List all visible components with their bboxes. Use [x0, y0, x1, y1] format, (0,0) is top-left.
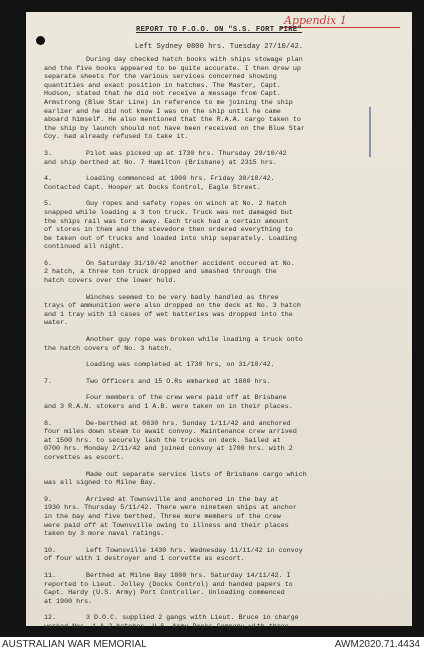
text-line	[44, 184, 400, 193]
paragraph-number: 7.	[44, 377, 53, 386]
paragraph	[44, 614, 400, 631]
text-line	[44, 614, 400, 623]
footer-accession-number: AWM2020.71.4434	[334, 639, 420, 650]
paragraph-gap	[44, 539, 400, 547]
paragraph	[44, 175, 400, 192]
paragraph	[44, 56, 400, 142]
line-text: Left Townsville 1430 hrs. Wednesday 11/11/42 in convoy	[86, 546, 303, 555]
text-line	[44, 336, 400, 345]
text-line	[44, 108, 400, 117]
line-text: 0700 hrs. Monday 2/11/42 and joined convoy at 1700 hrs. with 2	[44, 445, 293, 454]
paragraph-gap	[44, 192, 400, 200]
line-text: Coy. had already refused to take it.	[44, 133, 189, 142]
line-text: the ships rail was torn away. Each truck had a certain amount	[44, 217, 289, 226]
paragraph	[44, 361, 400, 370]
paragraph-gap	[44, 252, 400, 260]
line-text: separate sheets for the various services concerned showing	[44, 73, 277, 82]
paragraph-number: 3.	[44, 149, 53, 158]
paragraph-gap	[44, 370, 400, 378]
paragraph-gap	[44, 142, 400, 150]
line-text: On Saturday 31/10/42 another accident occured at No.	[86, 259, 295, 268]
line-text: be taken out of trucks and loaded into ship separately. Loading	[44, 234, 297, 243]
text-line	[44, 496, 400, 505]
text-line	[44, 311, 400, 320]
line-text: continued all night.	[44, 243, 125, 252]
text-line	[44, 378, 400, 387]
line-text: water.	[44, 319, 69, 328]
line-text: Loading commenced at 1000 hrs. Friday 30/10/42.	[86, 175, 275, 184]
line-text: During day checked hatch books with ships stowage plan	[86, 56, 303, 64]
line-text: Arrived at Townsville and anchored in the bay at	[86, 495, 279, 504]
text-line	[44, 125, 400, 134]
text-line	[44, 437, 400, 446]
paragraph	[44, 420, 400, 463]
paragraph-number: 5.	[44, 200, 53, 209]
paragraph-gap	[44, 488, 400, 496]
line-text: of stores in them and the stevedore then ordered everything to	[44, 226, 293, 235]
paragraph	[44, 260, 400, 286]
text-line	[44, 454, 400, 463]
handwritten-annotation: Appendix 1	[284, 14, 347, 27]
paragraph-gap	[44, 564, 400, 572]
paragraph-gap	[44, 353, 400, 361]
text-line	[44, 209, 400, 218]
line-text: and 3 R.A.N. stokers and 1 A.B. were taken on in their places.	[44, 403, 293, 411]
text-line	[44, 218, 400, 227]
paragraph-number: 9.	[44, 495, 53, 504]
text-line	[44, 90, 400, 99]
text-line	[44, 133, 400, 142]
text-line	[44, 445, 400, 454]
text-line	[44, 420, 400, 429]
line-text: snapped while loading a 3 ton truck. Truck was not damaged but	[44, 208, 293, 217]
line-text: were paid off at Townsville owing to illness and their places	[44, 521, 289, 530]
paragraph	[44, 394, 400, 411]
line-text: of four with 1 destroyer and 1 corvette as escort.	[44, 555, 245, 564]
line-text: Winches seemed to be very badly handled as three	[86, 293, 279, 302]
text-line	[44, 513, 400, 522]
line-text: trays of ammunition were also dropped on the deck at No. 3 hatch	[44, 302, 301, 311]
text-line	[44, 530, 400, 539]
line-text: Made out separate service lists of Brisbane cargo which	[86, 470, 307, 479]
text-line	[44, 65, 400, 74]
paragraph-gap	[44, 286, 400, 294]
line-text: Contacted Capt. Hooper at Docks Control, Eagle Street.	[44, 183, 261, 192]
text-line	[44, 294, 400, 303]
line-text: and 1 tray with 13 cases of wet batteries was dropped into the	[44, 310, 293, 319]
text-line	[44, 159, 400, 168]
text-line	[44, 403, 400, 412]
text-line	[44, 268, 400, 277]
report-heading: REPORT TO F.O.O. ON "S.S. FORT PIRE"	[135, 26, 303, 34]
paragraph	[44, 572, 400, 606]
line-text: worked Nos. 1 & 2 hatches. U.S. Army Docks Company with three	[44, 622, 289, 631]
paragraph-gap	[44, 412, 400, 420]
line-text: in the bay and five berthed. Three more members of the crew	[44, 512, 281, 521]
text-line	[44, 319, 400, 328]
text-line	[44, 302, 400, 311]
paragraph	[44, 200, 400, 252]
line-text: Capt. Hardy (U.S. Army) Port Controller. Unloading commenced	[44, 589, 285, 598]
text-line	[44, 116, 400, 125]
line-text: corvettes as escort.	[44, 453, 125, 462]
text-line	[44, 581, 400, 590]
text-line	[44, 99, 400, 108]
line-text: the hatch covers of No. 3 hatch.	[44, 344, 173, 353]
paragraph-number: 12.	[44, 614, 57, 623]
text-line	[44, 623, 400, 632]
report-body	[44, 56, 400, 631]
text-line	[44, 200, 400, 209]
text-line	[44, 175, 400, 184]
line-text: Four members of the crew were paid off at Brisbane	[86, 394, 287, 403]
paragraph-gap	[44, 463, 400, 471]
text-line	[44, 589, 400, 598]
paragraph-gap	[44, 386, 400, 394]
text-line	[44, 82, 400, 91]
line-text: earlier and he did not know I was on the ship until he came	[44, 107, 281, 116]
paragraph	[44, 547, 400, 564]
line-text: Berthed at Milne Bay 1800 hrs. Saturday 14/11/42. I	[86, 571, 291, 580]
text-line	[44, 598, 400, 607]
line-text: and ship berthed at No. 7 Hamilton (Brisbane) at 2315 hrs.	[44, 158, 277, 167]
line-text: De-berthed at 0630 hrs. Sunday 1/11/42 and anchored	[86, 419, 291, 428]
line-text: Two Officers and 15 O.Rs embarked at 1800 hrs.	[86, 377, 271, 386]
text-line	[44, 150, 400, 159]
paragraph	[44, 294, 400, 328]
line-text: 2 hatch, a three ton truck dropped and smashed through the	[44, 268, 277, 277]
text-line	[44, 522, 400, 531]
line-text: Another guy rope was broken while loading a truck onto	[86, 336, 303, 345]
text-line	[44, 394, 400, 403]
text-line	[44, 235, 400, 244]
paragraph	[44, 378, 400, 387]
archive-footer	[0, 637, 424, 653]
line-text: Guy ropes and safety ropes on winch at No. 2 hatch	[86, 200, 287, 209]
text-line	[44, 504, 400, 513]
line-text: taken by 3 more naval ratings.	[44, 530, 165, 539]
paragraph	[44, 471, 400, 488]
line-text: the ship by launch should not have been received on the Blue Star	[44, 124, 305, 133]
paragraph	[44, 496, 400, 539]
line-text: Loading was completed at 1730 hrs, on 31/10/42.	[86, 361, 275, 370]
text-line	[44, 479, 400, 488]
line-text: Armstrong (Blue Star Line) in reference to me joining the ship	[44, 98, 293, 107]
text-line	[44, 361, 400, 370]
paragraph-number: 10.	[44, 546, 57, 555]
paragraph	[44, 336, 400, 353]
paragraph-number: 11.	[44, 571, 57, 580]
line-text: reported to Lieut. Jolley (Docks Control) and handed papers to	[44, 580, 293, 589]
line-text: was all signed to Milne Bay.	[44, 479, 157, 488]
text-line	[44, 56, 400, 65]
line-text: Hudson, stated that he did not receive a message from Capt.	[44, 90, 281, 99]
line-text: at 1900 hrs.	[44, 597, 93, 606]
line-text: Pilot was picked up at 1730 hrs. Thursday 29/10/42	[86, 149, 287, 158]
line-text: four miles down steam to await convoy. Maintenance crew arrived	[44, 428, 297, 437]
text-line	[44, 471, 400, 480]
footer-institution: AUSTRALIAN WAR MEMORIAL	[2, 639, 147, 650]
text-line	[44, 226, 400, 235]
text-line	[44, 555, 400, 564]
document-page	[26, 12, 412, 631]
text-line	[44, 260, 400, 269]
text-line	[44, 277, 400, 286]
paragraph-gap	[44, 328, 400, 336]
report-subheading: Left Sydney 0800 hrs. Tuesday 27/10/42.	[134, 43, 304, 51]
paragraph-gap	[44, 167, 400, 175]
text-line	[44, 572, 400, 581]
text-line	[44, 243, 400, 252]
line-text: quantities and exact position in hatches. The Master, Capt.	[44, 81, 281, 90]
text-line	[44, 73, 400, 82]
paragraph-gap	[44, 606, 400, 614]
text-line	[44, 428, 400, 437]
line-text: 1930 hrs. Thursday 5/11/42. There were nineteen ships at anchor	[44, 504, 297, 513]
line-text: aboard himself. He also mentioned that the R.A.A. cargo taken to	[44, 116, 301, 125]
paragraph-number: 6.	[44, 259, 53, 268]
line-text: at 1500 hrs. to securely lash the trucks on deck. Sailed at	[44, 436, 281, 445]
text-line	[44, 547, 400, 556]
text-line	[44, 345, 400, 354]
line-text: and the five books appeared to be quite accurate. I then drew up	[44, 64, 301, 73]
line-text: hatch covers over the lower hold.	[44, 277, 177, 286]
paragraph-number: 8.	[44, 419, 53, 428]
paragraph	[44, 150, 400, 167]
paragraph-number: 4.	[44, 175, 53, 184]
line-text: 3 D.O.C. supplied 2 gangs with Lieut. Bruce in charge	[86, 614, 299, 623]
